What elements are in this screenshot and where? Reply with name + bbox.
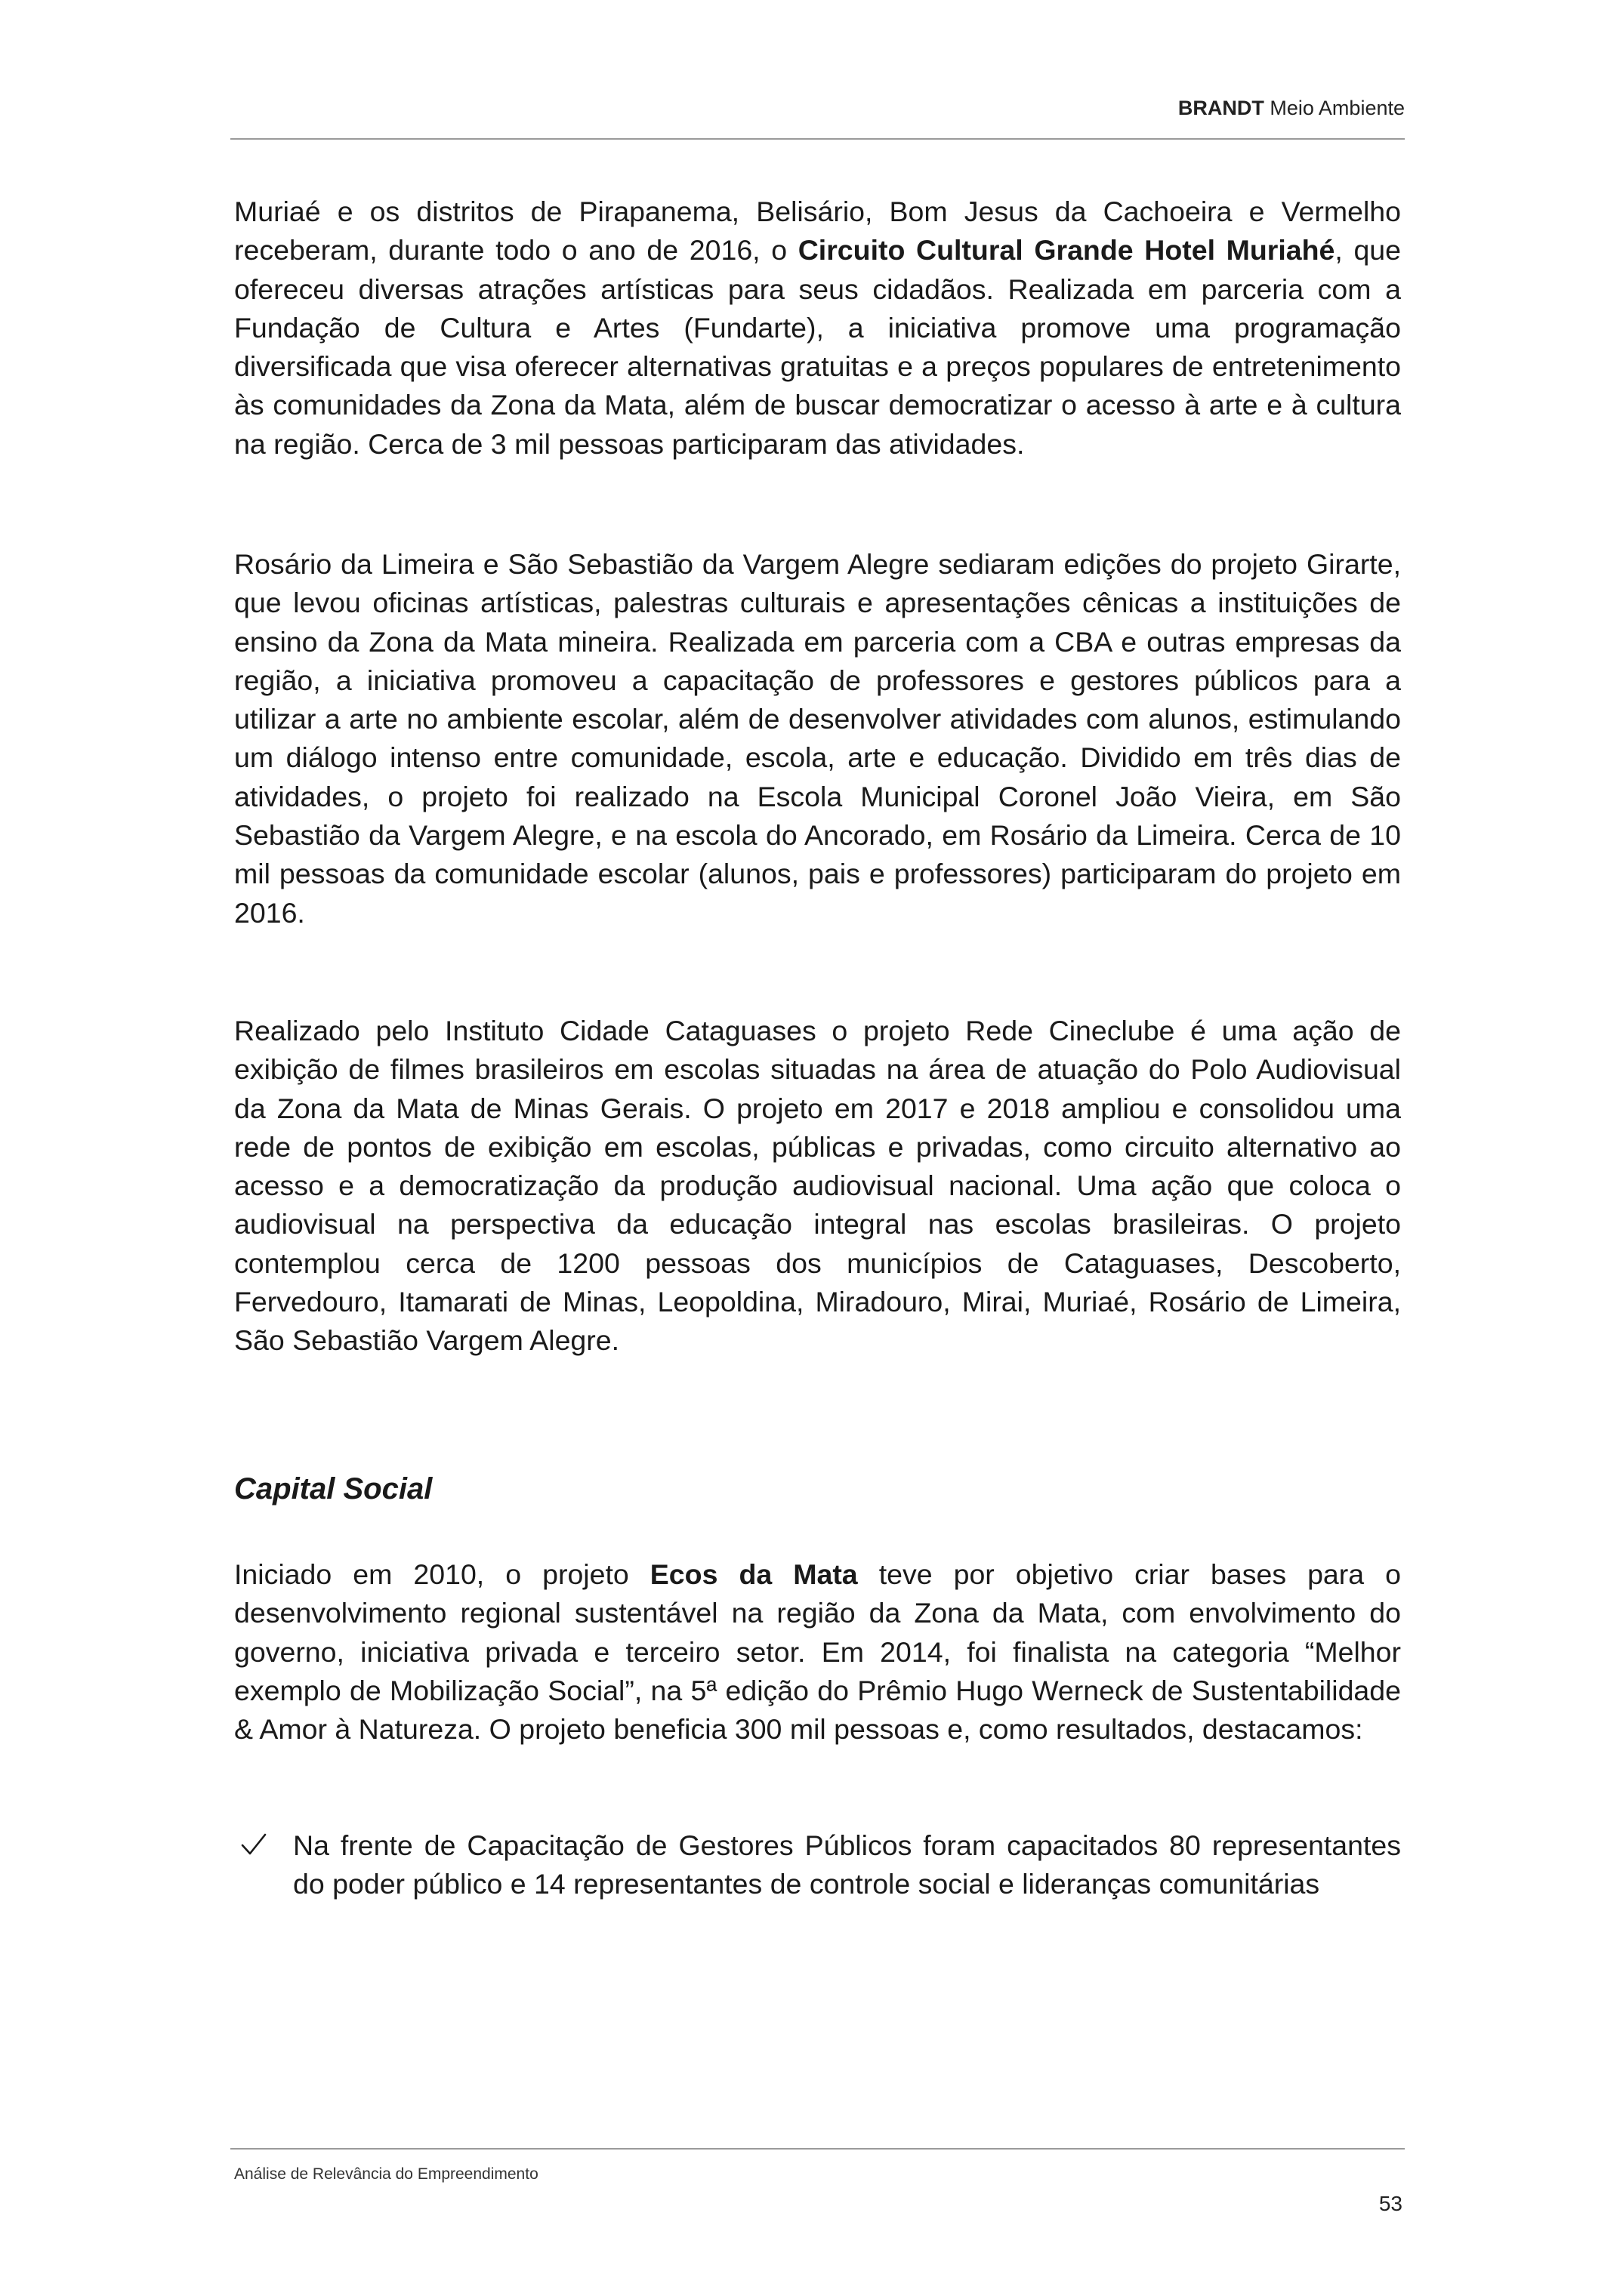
paragraph-rede-cineclube: Realizado pelo Instituto Cidade Cataguases o projeto Rede Cineclube é uma ação de exibição de filmes brasileiros em escolas situadas na área de atuação do Polo Audiovisual da Zona da Mata de Minas Gerais. O projeto em 2017 e 2018 ampliou e consolidou uma rede de pontos de exibição em escolas, públicas e privadas, como circuito alternativo ao acesso e a democratização da produção audiovisual nacional. Uma ação que coloca o audiovisual na perspectiva da educação integral nas escolas brasileiras. O projeto contemplou cerca de 1200 pessoas dos municípios de Cataguases, Descoberto, Fervedouro, Itamarati de Minas, Leopoldina, Miradouro, Mirai, Muriaé, Rosário de Limeira, São Sebastião Vargem Alegre. <box>234 1015 1401 1357</box>
section-heading-capital-social: Capital Social <box>234 1472 433 1505</box>
page-header <box>230 97 1405 120</box>
paragraph-text: Iniciado em 2010, o projeto <box>234 1558 650 1590</box>
header-divider <box>230 138 1405 140</box>
page-number: 53 <box>1378 2192 1402 2215</box>
checkmark-icon <box>239 1829 269 1860</box>
bold-project-name: Ecos da Mata <box>650 1558 858 1590</box>
header-subtitle: Meio Ambiente <box>1270 97 1405 119</box>
bullet-text: Na frente de Capacitação de Gestores Públicos foram capacitados 80 representantes do poder público e 14 representantes de controle social e lideranças comunitárias <box>293 1829 1401 1900</box>
paragraph-ecos-da-mata <box>234 1555 1401 1749</box>
paragraph-text: Muriaé e os distritos de Pirapanema, Belisário, Bom Jesus da Cachoeira e Vermelho receberam, durante todo o ano de 2016, o <box>234 196 1401 267</box>
footer-divider <box>230 2148 1405 2150</box>
paragraph-text: teve por objetivo criar bases para o desenvolvimento regional sustentável na região da Zona da Mata, com envolvimento do governo, iniciativa privada e terceiro setor. Em 2014, foi finalista na categoria “Melhor exemplo de Mobilização Social”, na 5ª edição do Prêmio Hugo Werneck de Sustentabilidade & Amor à Natureza. O projeto beneficia 300 mil pessoas e, como resultados, destacamos: <box>234 1558 1402 1746</box>
bullet-list-item <box>234 1826 1401 1904</box>
paragraph-girarte: Rosário da Limeira e São Sebastião da Vargem Alegre sediaram edições do projeto Girarte, que levou oficinas artísticas, palestras culturais e apresentações cênicas a instituições de ensino da Zona da Mata mineira. Realizada em parceria com a CBA e outras empresas da região, a iniciativa promoveu a capacitação de professores e gestores públicos para a utilizar a arte no ambiente escolar, além de desenvolver atividades com alunos, estimulando um diálogo intenso entre comunidade, escola, arte e educação. Dividido em três dias de atividades, o projeto foi realizado na Escola Municipal Coronel João Vieira, em São Sebastião da Vargem Alegre, e na escola do Ancorado, em Rosário da Limeira. Cerca de 10 mil pessoas da comunidade escolar (alunos, pais e professores) participaram do projeto em 2016. <box>234 548 1401 929</box>
bold-project-name: Circuito Cultural Grande Hotel Muriahé <box>798 234 1335 267</box>
header-brand: BRANDT <box>1177 97 1264 119</box>
paragraph-text: , que ofereceu diversas atrações artísticas para seus cidadãos. Realizada em parceria com a Fundação de Cultura e Artes (Fundarte), a iniciativa promove uma programação diversificada que visa oferecer alternativas gratuitas e a preços populares de entretenimento às comunidades da Zona da Mata, além de buscar democratizar o acesso à arte e à cultura na região. Cerca de 3 mil pessoas participaram das atividades. <box>234 234 1402 460</box>
paragraph-circuito-cultural <box>234 193 1401 464</box>
footer-document-title: Análise de Relevância do Empreendimento <box>234 2165 538 2183</box>
